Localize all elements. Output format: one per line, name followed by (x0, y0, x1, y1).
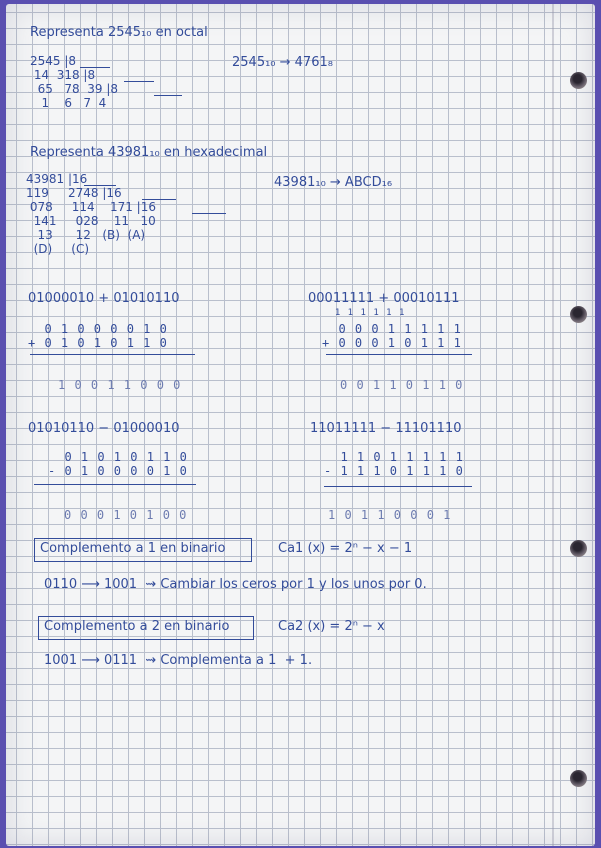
hex-title: Representa 43981₁₀ en hexadecimal (30, 145, 268, 160)
division-bar (124, 81, 154, 82)
octal-division-row: 1 6 7 4 (30, 96, 107, 110)
sum1-result: 1 0 0 1 1 0 0 0 (58, 378, 182, 392)
division-bar (80, 67, 110, 68)
hex-division-row: 43981 |16 (26, 172, 88, 186)
sum1-rule (30, 354, 195, 355)
hex-division-row: (D) (C) (26, 242, 90, 256)
division-bar (84, 185, 116, 186)
sub1-result: 0 0 0 1 0 1 0 0 (64, 508, 188, 522)
division-bar (142, 199, 176, 200)
sum2-operand: + 0 0 0 1 0 1 1 1 (322, 336, 462, 350)
sum1-expression: 01000010 + 01010110 (28, 291, 180, 306)
hex-division-row: 13 12 (B) (A) (26, 228, 146, 242)
octal-division-row: 14 318 |8 (30, 68, 96, 82)
complement2-label: Complemento a 2 en binario (44, 619, 230, 634)
binder-hole (570, 306, 587, 323)
sub1-operand: 0 1 0 1 0 1 1 0 (48, 450, 188, 464)
division-bar (192, 213, 226, 214)
sub2-rule (324, 486, 472, 487)
complement2-example: 1001 ⟶ 0111 ⇝ Complementa a 1 + 1. (44, 653, 313, 668)
binder-hole (570, 540, 587, 557)
octal-title: Representa 2545₁₀ en octal (30, 25, 208, 40)
notebook-page (6, 4, 595, 846)
hex-result: 43981₁₀ → ABCD₁₆ (274, 175, 393, 190)
sub2-result: 1 0 1 1 0 0 0 1 (328, 508, 452, 522)
octal-result: 2545₁₀ → 4761₈ (232, 55, 333, 70)
sum2-operand: 0 0 0 1 1 1 1 1 (322, 322, 462, 336)
binder-hole (570, 770, 587, 787)
sum2-rule (326, 354, 472, 355)
complement2-formula: Ca2 (x) = 2ⁿ − x (278, 619, 385, 634)
octal-division-row: 65 78 39 |8 (30, 82, 119, 96)
octal-division-row: 2545 |8 (30, 54, 77, 68)
complement1-formula: Ca1 (x) = 2ⁿ − x − 1 (278, 541, 413, 556)
complement1-example: 0110 ⟶ 1001 ⇝ Cambiar los ceros por 1 y los unos por 0. (44, 577, 427, 592)
hex-division-row: 119 2748 |16 (26, 186, 122, 200)
sub1-rule (34, 484, 196, 485)
sub1-operand: - 0 1 0 0 0 0 1 0 (48, 464, 188, 478)
sum2-result: 0 0 1 1 0 1 1 0 (340, 378, 464, 392)
sub1-expression: 01010110 − 01000010 (28, 421, 180, 436)
hex-division-row: 078 114 171 |16 (26, 200, 156, 214)
sub2-operand: 1 1 0 1 1 1 1 1 (324, 450, 464, 464)
margin-line (552, 4, 554, 846)
sum2-carry: 1 1 1 1 1 1 (322, 308, 406, 318)
complement1-label: Complemento a 1 en binario (40, 541, 226, 556)
sub2-operand: - 1 1 1 0 1 1 1 0 (324, 464, 464, 478)
sub2-expression: 11011111 − 11101110 (310, 421, 462, 436)
sum1-operand: + 0 1 0 1 0 1 1 0 (28, 336, 168, 350)
sum2-expression: 00011111 + 00010111 (308, 291, 460, 306)
division-bar (154, 95, 182, 96)
sum1-operand: 0 1 0 0 0 0 1 0 (28, 322, 168, 336)
hex-division-row: 141 028 11 10 (26, 214, 156, 228)
binder-hole (570, 72, 587, 89)
